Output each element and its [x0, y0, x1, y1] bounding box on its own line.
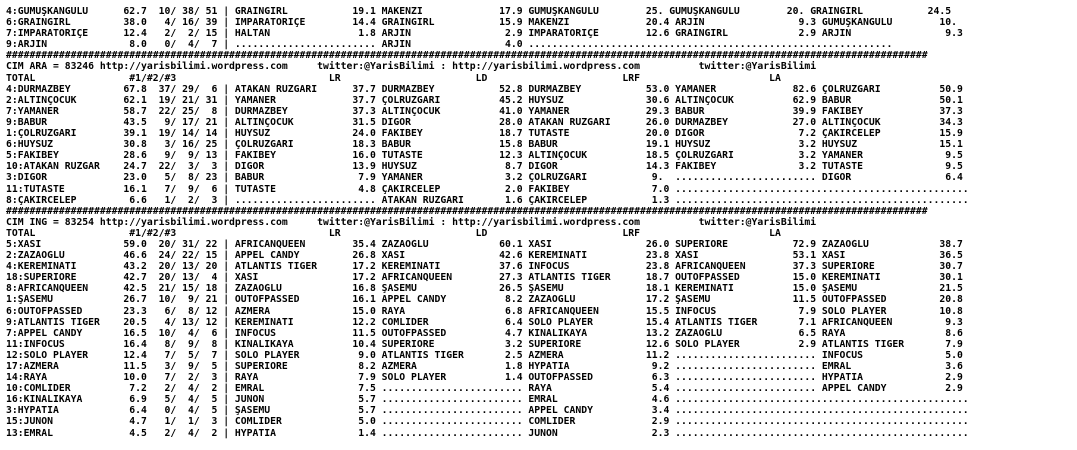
text-line: 18:SUPERIORE 42.7 20/ 13/ 4 | XASİ 17.2 AFRICANQUEEN 27.3 ATLANTIS TIGER 18.7 OUTOFPASSED 15.0 KEREMİNATI 30.1 — [6, 272, 963, 284]
text-line: 7:İMPARATORİÇE 12.4 2/ 2/ 15 | HALTAN 1.8 ARJİN 2.9 İMPARATORİÇE 12.6 GRAINGIRL 2.9 ARJİN 9.3 — [6, 28, 963, 40]
text-line: 5:XASİ 59.0 20/ 31/ 22 | AFRICANQUEEN 35.4 ZAZAOĞLU 60.1 XASİ 26.0 SUPERIORE 72.9 ZAZAOĞLU 38.7 — [6, 238, 963, 250]
text-line: 10:COMLIDER 7.2 2/ 4/ 2 | EMRAL 7.5 ........................ RAYA 5.4 ........................ APPEL CANDY 2.9 — [6, 383, 963, 395]
text-line: 7:YAMANER 58.7 22/ 25/ 8 | DURMAZBEY 37.3 ALTINÇOCUK 41.0 YAMANER 29.3 BABÜR 39.9 FAKIBEY 37.3 — [6, 105, 963, 117]
text-line: 6:GRAINGIRL 38.0 4/ 16/ 39 | İMPARATORİÇE 14.4 GRAINGIRL 15.9 MAKENZİ 20.4 ARJİN 9.3 GÜMÜŞKANGÜLÜ 10. — [6, 17, 957, 29]
text-line: 1:ŞASEMU 26.7 10/ 9/ 21 | OUTOFPASSED 16.1 APPEL CANDY 8.2 ZAZAOĞLU 17.2 ŞASEMU 11.5 OUTOFPASSED 20.8 — [6, 294, 963, 306]
text-line: 5:FAKIBEY 28.6 9/ 9/ 13 | FAKIBEY 16.0 TUTASTE 12.3 ALTINÇOCUK 18.5 ÇÖLRÜZGARI 3.2 YAMANER 9.5 — [6, 150, 963, 162]
text-line: 9:ARJİN 8.0 0/ 4/ 7 | ........................ ARJİN 4.0 .............................................................. — [6, 39, 893, 51]
text-line: TOTAL #1/#2/#3 LR LD LRF LA — [6, 72, 781, 84]
text-line: 16:KINALIKAYA 6.9 5/ 4/ 5 | JUNON 5.7 ........................ EMRAL 4.6 .................................................. — [6, 394, 969, 406]
text-line: 11:TUTASTE 16.1 7/ 9/ 6 | TUTASTE 4.8 ÇAKIRCELEP 2.0 FAKIBEY 7.0 .................................................. — [6, 183, 969, 195]
text-line: 7:APPEL CANDY 16.5 10/ 4/ 6 | INFOCUS 11.5 OUTOFPASSED 4.7 KINALIKAYA 13.2 ZAZAOĞLU 6.5 RAYA 8.6 — [6, 327, 963, 339]
text-line: 6:OUTOFPASSED 23.3 6/ 8/ 12 | AZMERA 15.0 RAYA 6.8 AFRICANQUEEN 15.5 INFOCUS 7.9 SOLO PLAYER 10.8 — [6, 305, 963, 317]
text-line: 4:GÜMÜŞKANGÜLÜ 62.7 10/ 38/ 51 | GRAINGIRL 19.1 MAKENZİ 17.9 GÜMÜŞKANGÜLÜ 25. GÜMÜŞKANGÜLÜ 20. GRAINGIRL 24.5 — [6, 6, 952, 17]
text-line: 11:INFOCUS 16.4 8/ 9/ 8 | KINALIKAYA 10.4 SUPERIORE 3.2 SUPERIORE 12.6 SOLO PLAYER 2.9 ATLANTIS TIGER 7.9 — [6, 338, 963, 350]
text-line: 1:ÇÖLRÜZGARI 39.1 19/ 14/ 14 | HUYSUZ 24.0 FAKIBEY 18.7 TUTASTE 20.0 DİGOR 7.2 ÇAKIRCELEP 15.9 — [6, 128, 963, 140]
text-line: 2:ALTINÇOCUK 62.1 19/ 21/ 31 | YAMANER 37.7 ÇÖLRÜZGARI 45.2 HUYSUZ 30.6 ALTINÇOCUK 62.9 BABÜR 50.1 — [6, 94, 963, 106]
text-line: ############################################################################################################################################################# — [6, 50, 928, 62]
text-line: 3:DİGOR 23.0 5/ 8/ 23 | BABÜR 7.9 YAMANER 3.2 ÇÖLRÜZGARI 9. ........................ DİGOR 6.4 — [6, 172, 963, 184]
text-line: 4:DURMAZBEY 67.8 37/ 29/ 6 | ATAKAN RÜZGARI 37.7 DURMAZBEY 52.8 DURMAZBEY 53.0 YAMANER 82.6 ÇÖLRÜZGARI 50.9 — [6, 83, 963, 95]
text-line: 6:HUYSUZ 30.8 3/ 16/ 25 | ÇÖLRÜZGARI 18.3 BABÜR 15.8 BABÜR 19.1 HUYSUZ 3.2 HUYSUZ 15.1 — [6, 139, 963, 151]
text-line: 10:ATAKAN RÜZGAR 24.7 22/ 3/ 3 | DİGOR 13.9 HUYSUZ 8.7 DİGOR 14.3 FAKIBEY 3.2 TUTASTE 9.5 — [6, 161, 963, 173]
text-line: 14:RAYA 10.0 7/ 2/ 3 | RAYA 7.9 SOLO PLAYER 1.4 OUTOFPASSED 6.3 ........................ HYPATIA 2.9 — [6, 372, 963, 384]
text-line: 3:HYPATIA 6.4 0/ 4/ 5 | ŞASEMU 5.7 ........................ APPEL CANDY 3.4 .................................................. — [6, 405, 969, 417]
text-line: 2:ZAZAOĞLU 46.6 24/ 22/ 15 | APPEL CANDY 26.8 XASİ 42.6 KEREMİNATI 23.8 XASİ 53.1 XASİ 36.5 — [6, 250, 963, 262]
text-line: 9:BABÜR 43.5 9/ 17/ 21 | ALTINÇOCUK 31.5 DİGOR 28.0 ATAKAN RÜZGARI 26.0 DURMAZBEY 27.0 ALTINÇOCUK 34.3 — [6, 116, 963, 128]
text-line: 12:SOLO PLAYER 12.4 7/ 5/ 7 | SOLO PLAYER 9.0 ATLANTIS TIGER 2.5 AZMERA 11.2 ........................ INFOCUS 5.0 — [6, 349, 963, 361]
text-line: 4:KEREMİNATI 43.2 20/ 13/ 20 | ATLANTIS TIGER 17.2 KEREMİNATI 37.6 INFOCUS 23.8 AFRICANQUEEN 37.3 SUPERIORE 30.7 — [6, 261, 963, 273]
text-line: 8:ÇAKIRCELEP 6.6 1/ 2/ 3 | ........................ ATAKAN RÜZGARI 1.6 ÇAKIRCELEP 1.3 .................................................. — [6, 194, 969, 206]
text-line: ############################################################################################################################################################# — [6, 205, 928, 217]
text-line: CIM ING = 83254 http://yarisbilimi.wordpress.com twitter:@YarisBilimi : http://yarisbilimi.wordpress.com twitter:@YarisBilimi — [6, 216, 817, 228]
text-line: 8:AFRICANQUEEN 42.5 21/ 15/ 18 | ZAZAOĞLU 16.8 ŞASEMU 26.5 ŞASEMU 18.1 KEREMİNATI 15.0 ŞASEMU 21.5 — [6, 283, 963, 295]
text-line: 15:JUNON 4.7 1/ 1/ 3 | COMLIDER 5.0 ........................ COMLIDER 2.9 .................................................. — [6, 416, 969, 428]
text-line: 17:AZMERA 11.5 3/ 9/ 5 | SUPERIORE 8.2 AZMERA 1.8 HYPATIA 9.2 ........................ EMRAL 3.6 — [6, 361, 963, 372]
text-line: 9:ATLANTIS TIGER 20.5 4/ 13/ 12 | KEREMİNATI 12.2 COMLIDER 6.4 SOLO PLAYER 15.4 ATLANTIS TIGER 7.1 AFRICANQUEEN 9.3 — [6, 316, 963, 328]
text-line: CIM ARA = 83246 http://yarisbilimi.wordpress.com twitter:@YarisBilimi : http://yarisbilimi.wordpress.com twitter:@YarisBilimi — [6, 61, 817, 73]
text-line: 13:EMRAL 4.5 2/ 4/ 2 | HYPATIA 1.4 ........................ JUNON 2.3 .................................................. — [6, 427, 969, 439]
text-line: TOTAL #1/#2/#3 LR LD LRF LA — [6, 227, 781, 239]
